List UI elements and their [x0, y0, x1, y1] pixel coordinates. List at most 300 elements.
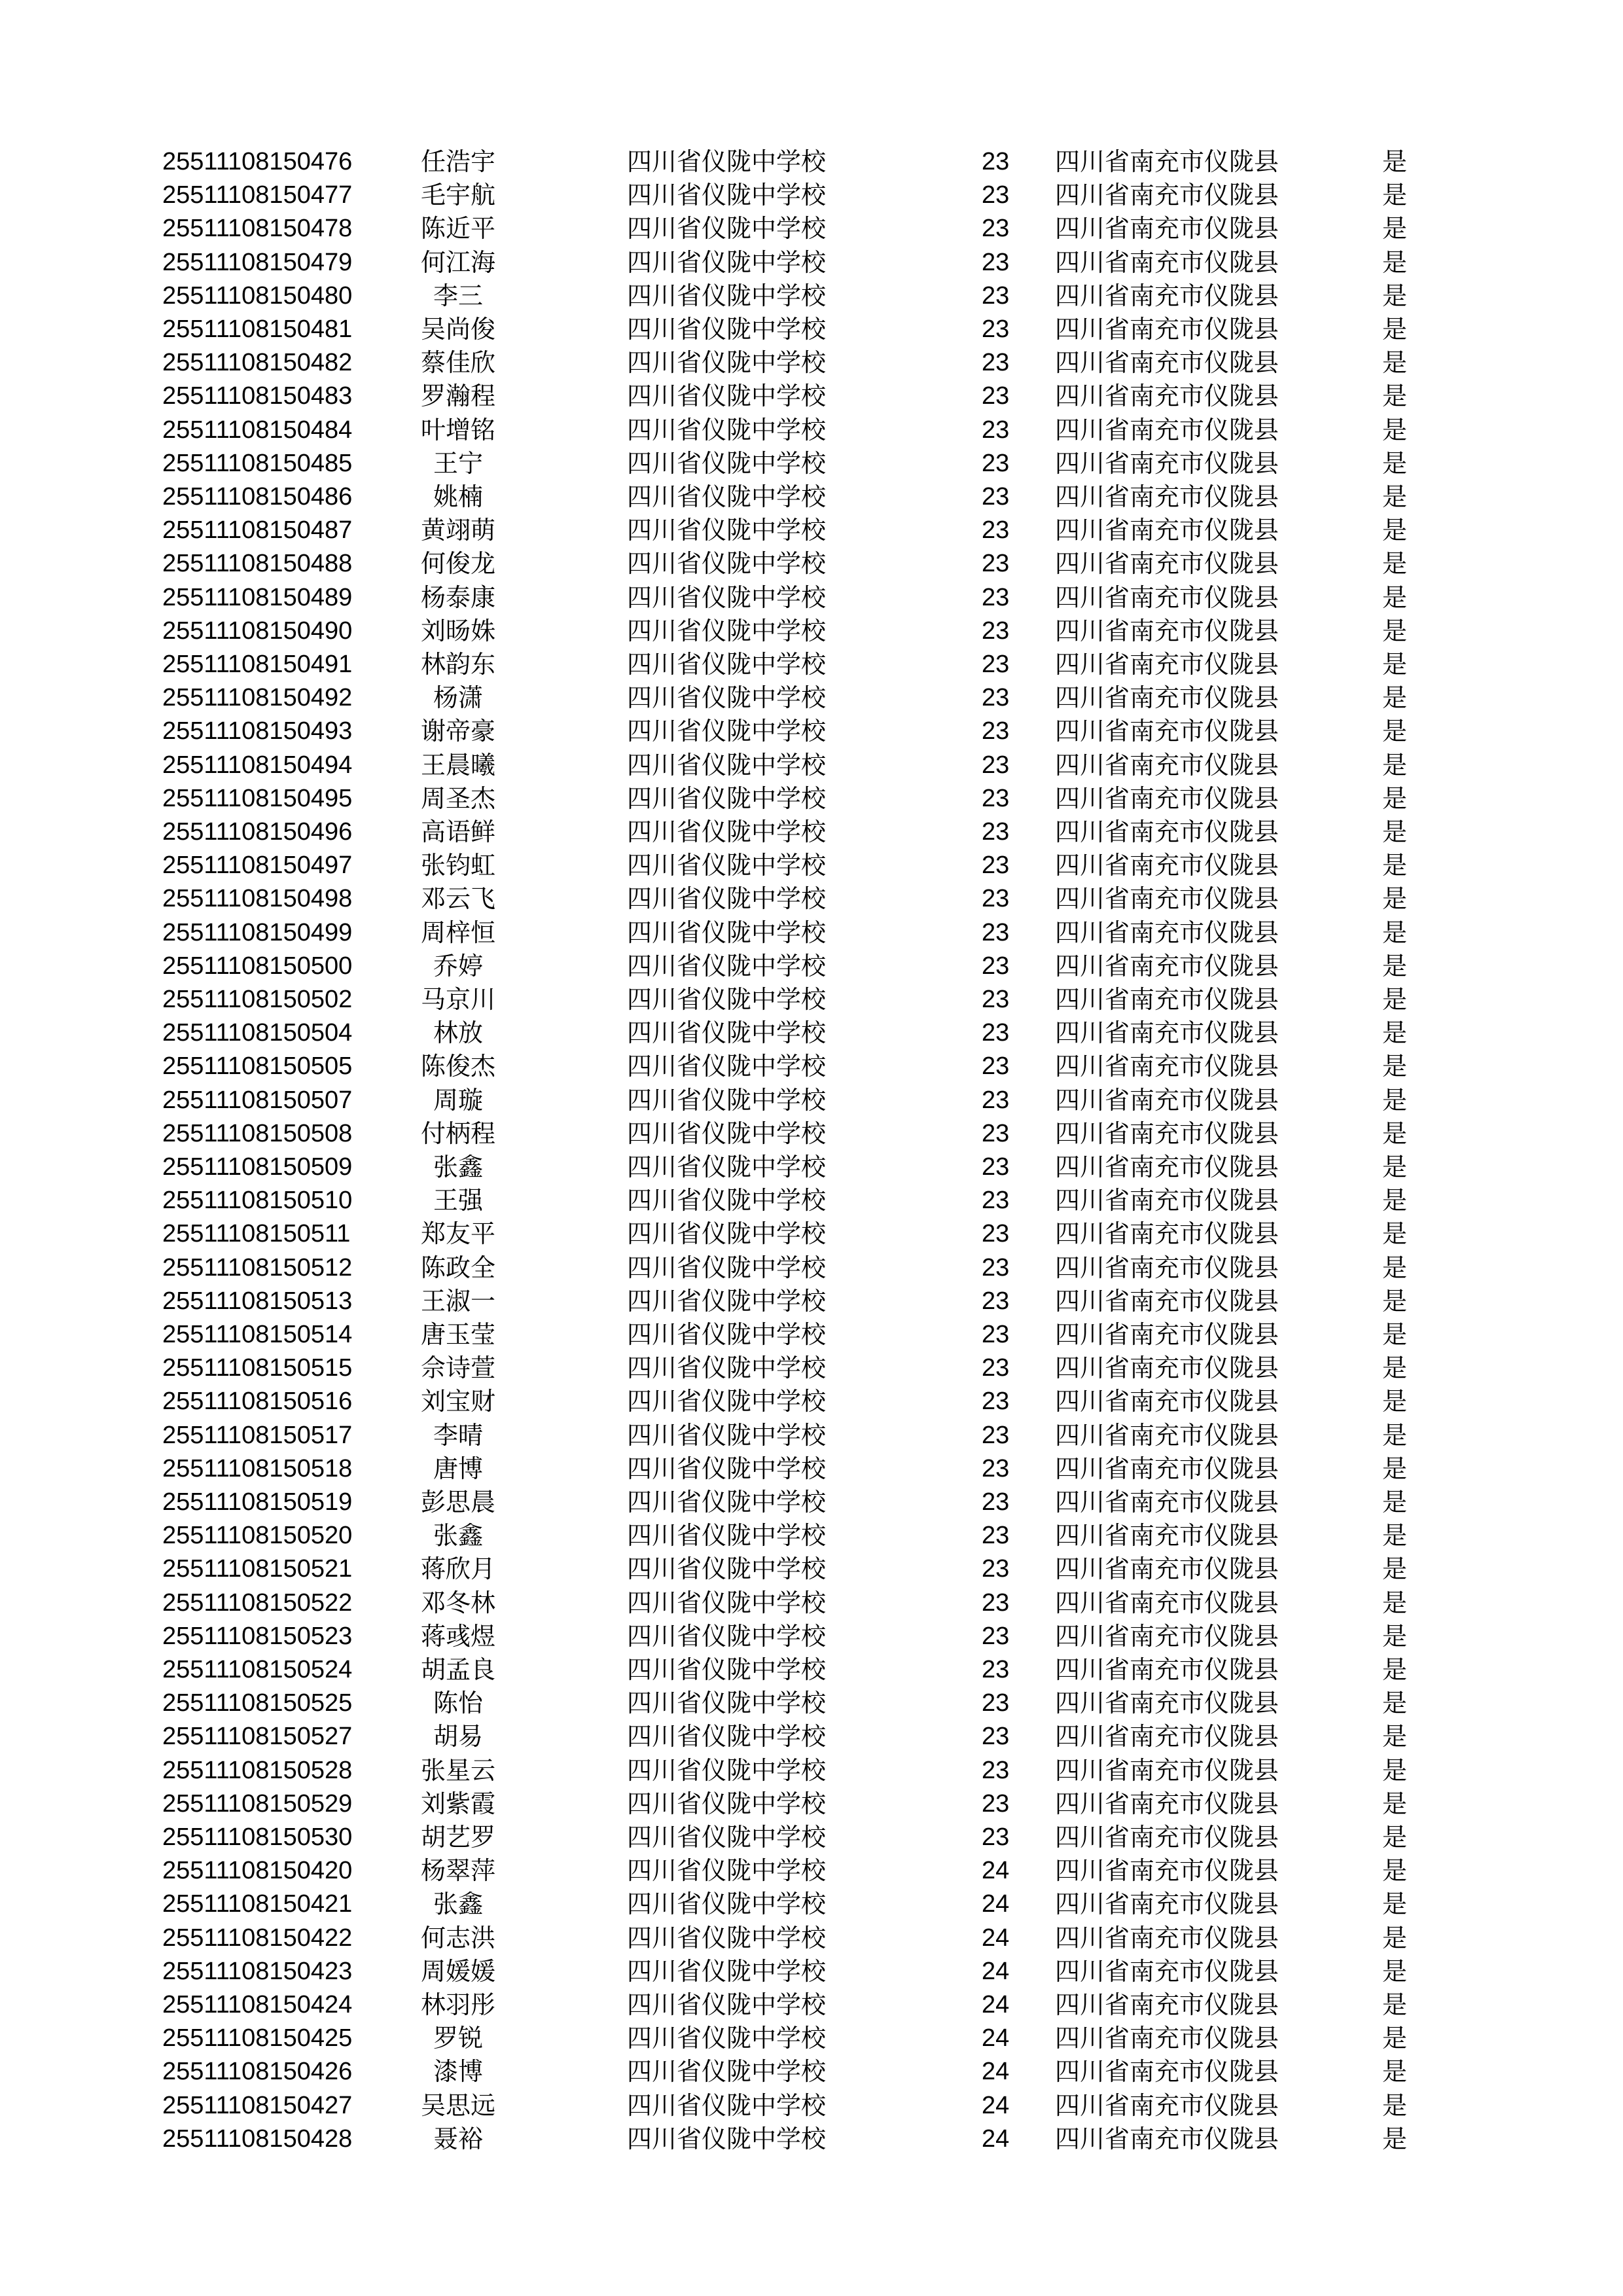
student-name: 刘紫霞	[420, 1789, 495, 1818]
table-row	[0, 1587, 1623, 1620]
yes-flag: 是	[1382, 1789, 1408, 1818]
school-name: 四川省仪陇中学校	[627, 348, 827, 378]
student-name: 刘旸姝	[420, 616, 495, 645]
table-row	[0, 916, 1623, 950]
address: 四川省南充市仪陇县	[1055, 2024, 1279, 2053]
table-row	[0, 380, 1623, 413]
table-row	[0, 447, 1623, 480]
count-value: 23	[982, 1789, 1010, 1818]
registration-number: 25511108150479	[162, 248, 353, 276]
address: 四川省南充市仪陇县	[1055, 1153, 1279, 1181]
count-value: 23	[982, 215, 1010, 243]
address: 四川省南充市仪陇县	[1055, 1588, 1279, 1617]
student-name: 陈怡	[433, 1689, 483, 1718]
address: 四川省南充市仪陇县	[1055, 1387, 1279, 1416]
count-value: 23	[982, 1052, 1010, 1081]
student-name: 罗锐	[433, 2024, 483, 2053]
table-row	[0, 212, 1623, 245]
yes-flag: 是	[1382, 1420, 1408, 1450]
school-name: 四川省仪陇中学校	[627, 281, 827, 310]
school-name: 四川省仪陇中学校	[627, 1521, 827, 1551]
table-row	[0, 1888, 1623, 1921]
student-name: 胡孟良	[420, 1655, 495, 1684]
school-name: 四川省仪陇中学校	[627, 2024, 827, 2053]
school-name: 四川省仪陇中学校	[627, 851, 827, 880]
count-value: 23	[982, 918, 1010, 946]
registration-number: 25511108150482	[162, 349, 353, 377]
registration-number: 25511108150524	[162, 1656, 353, 1683]
registration-number: 25511108150497	[162, 852, 353, 880]
student-name: 漆博	[433, 2057, 483, 2087]
student-name: 周圣杰	[420, 783, 495, 813]
count-value: 23	[982, 717, 1010, 745]
count-value: 23	[982, 1287, 1010, 1315]
count-value: 24	[982, 1991, 1010, 2018]
address: 四川省南充市仪陇县	[1055, 1621, 1279, 1651]
table-row	[0, 2123, 1623, 2156]
student-name: 李晴	[433, 1420, 483, 1450]
registration-number: 25511108150499	[162, 918, 353, 946]
student-name: 林韵东	[420, 650, 495, 679]
school-name: 四川省仪陇中学校	[627, 315, 827, 344]
count-value: 23	[982, 1388, 1010, 1416]
yes-flag: 是	[1382, 348, 1408, 378]
student-name: 蔡佳欣	[420, 348, 495, 378]
table-row	[0, 749, 1623, 782]
student-name: 陈近平	[420, 214, 495, 243]
table-row	[0, 1854, 1623, 1888]
count-value: 23	[982, 1522, 1010, 1550]
yes-flag: 是	[1382, 1521, 1408, 1551]
table-row	[0, 179, 1623, 212]
student-name: 刘宝财	[420, 1387, 495, 1416]
yes-flag: 是	[1382, 415, 1408, 444]
count-value: 23	[982, 1555, 1010, 1583]
student-name: 佘诗萱	[420, 1354, 495, 1383]
registration-number: 25511108150525	[162, 1689, 353, 1717]
count-value: 23	[982, 852, 1010, 880]
school-name: 四川省仪陇中学校	[627, 2124, 827, 2153]
address: 四川省南充市仪陇县	[1055, 1488, 1279, 1516]
address: 四川省南充市仪陇县	[1055, 717, 1279, 746]
student-name: 任浩宇	[420, 147, 495, 176]
student-name: 邓云飞	[420, 884, 495, 914]
yes-flag: 是	[1382, 1186, 1408, 1215]
registration-number: 25511108150502	[162, 986, 353, 1013]
school-name: 四川省仪陇中学校	[627, 516, 827, 545]
count-value: 24	[982, 1857, 1010, 1885]
student-name: 周媛媛	[420, 1956, 495, 1986]
school-name: 四川省仪陇中学校	[627, 1722, 827, 1751]
student-name: 王晨曦	[420, 750, 495, 780]
count-value: 23	[982, 1153, 1010, 1181]
table-row	[0, 313, 1623, 346]
address: 四川省南充市仪陇县	[1055, 1420, 1279, 1450]
registration-number: 25511108150422	[162, 1924, 353, 1952]
school-name: 四川省仪陇中学校	[627, 382, 827, 411]
registration-number: 25511108150495	[162, 784, 353, 812]
registration-number: 25511108150480	[162, 281, 353, 310]
student-name: 杨潇	[433, 683, 483, 713]
student-name: 唐博	[433, 1454, 483, 1483]
registration-number: 25511108150521	[162, 1555, 353, 1583]
registration-number: 25511108150476	[162, 148, 353, 175]
yes-flag: 是	[1382, 1387, 1408, 1416]
school-name: 四川省仪陇中学校	[627, 683, 827, 713]
address: 四川省南充市仪陇县	[1055, 214, 1279, 243]
yes-flag: 是	[1382, 247, 1408, 277]
student-name: 胡艺罗	[420, 1823, 495, 1852]
yes-flag: 是	[1382, 482, 1408, 511]
count-value: 23	[982, 248, 1010, 276]
yes-flag: 是	[1382, 1722, 1408, 1751]
table-row	[0, 1184, 1623, 1217]
yes-flag: 是	[1382, 650, 1408, 679]
count-value: 23	[982, 382, 1010, 410]
address: 四川省南充市仪陇县	[1055, 1956, 1279, 1986]
address: 四川省南充市仪陇县	[1055, 2090, 1279, 2120]
registration-number: 25511108150489	[162, 583, 353, 611]
school-name: 四川省仪陇中学校	[627, 616, 827, 645]
registration-number: 25511108150505	[162, 1052, 353, 1081]
count-value: 23	[982, 1689, 1010, 1717]
student-name: 王淑一	[420, 1286, 495, 1316]
school-name: 四川省仪陇中学校	[627, 650, 827, 679]
student-name: 杨泰康	[420, 583, 495, 612]
registration-number: 25511108150516	[162, 1388, 353, 1416]
student-name: 唐玉莹	[420, 1320, 495, 1349]
address: 四川省南充市仪陇县	[1055, 1454, 1279, 1483]
yes-flag: 是	[1382, 1219, 1408, 1249]
table-row	[0, 346, 1623, 380]
count-value: 23	[982, 784, 1010, 812]
address: 四川省南充市仪陇县	[1055, 2124, 1279, 2153]
address: 四川省南充市仪陇县	[1055, 1789, 1279, 1818]
address: 四川省南充市仪陇县	[1055, 1923, 1279, 1952]
student-name: 林放	[433, 1018, 483, 1048]
school-name: 四川省仪陇中学校	[627, 1320, 827, 1349]
school-name: 四川省仪陇中学校	[627, 1655, 827, 1684]
count-value: 24	[982, 2024, 1010, 2053]
count-value: 23	[982, 181, 1010, 209]
registration-number: 25511108150477	[162, 181, 353, 209]
count-value: 23	[982, 1656, 1010, 1683]
count-value: 23	[982, 1488, 1010, 1516]
address: 四川省南充市仪陇县	[1055, 1186, 1279, 1215]
count-value: 23	[982, 1823, 1010, 1851]
count-value: 23	[982, 281, 1010, 310]
table-row	[0, 816, 1623, 849]
table-row	[0, 849, 1623, 882]
count-value: 23	[982, 1119, 1010, 1147]
student-name: 高语鲜	[420, 817, 495, 846]
yes-flag: 是	[1382, 884, 1408, 914]
count-value: 23	[982, 1253, 1010, 1282]
table-row	[0, 145, 1623, 179]
registration-number: 25511108150522	[162, 1588, 353, 1617]
address: 四川省南充市仪陇县	[1055, 1320, 1279, 1349]
student-name: 张钧虹	[420, 851, 495, 880]
table-row	[0, 1285, 1623, 1318]
school-name: 四川省仪陇中学校	[627, 1354, 827, 1383]
yes-flag: 是	[1382, 717, 1408, 746]
school-name: 四川省仪陇中学校	[627, 1153, 827, 1181]
school-name: 四川省仪陇中学校	[627, 783, 827, 813]
address: 四川省南充市仪陇县	[1055, 1554, 1279, 1584]
student-name: 陈俊杰	[420, 1052, 495, 1081]
student-name: 何志洪	[420, 1923, 495, 1952]
address: 四川省南充市仪陇县	[1055, 1755, 1279, 1785]
student-name: 吴尚俊	[420, 315, 495, 344]
school-name: 四川省仪陇中学校	[627, 985, 827, 1014]
address: 四川省南充市仪陇县	[1055, 2057, 1279, 2087]
registration-number: 25511108150510	[162, 1187, 353, 1215]
school-name: 四川省仪陇中学校	[627, 1856, 827, 1886]
table-row	[0, 1050, 1623, 1083]
address: 四川省南充市仪陇县	[1055, 951, 1279, 980]
address: 四川省南充市仪陇县	[1055, 181, 1279, 210]
school-name: 四川省仪陇中学校	[627, 717, 827, 746]
registration-number: 25511108150487	[162, 516, 353, 545]
registration-number: 25511108150426	[162, 2058, 353, 2086]
count-value: 24	[982, 2058, 1010, 2086]
school-name: 四川省仪陇中学校	[627, 247, 827, 277]
school-name: 四川省仪陇中学校	[627, 1990, 827, 2019]
yes-flag: 是	[1382, 783, 1408, 813]
yes-flag: 是	[1382, 147, 1408, 176]
address: 四川省南充市仪陇县	[1055, 1823, 1279, 1852]
registration-number: 25511108150494	[162, 751, 353, 779]
student-name: 吴思远	[420, 2090, 495, 2120]
count-value: 23	[982, 1723, 1010, 1751]
yes-flag: 是	[1382, 750, 1408, 780]
school-name: 四川省仪陇中学校	[627, 1454, 827, 1483]
registration-number: 25511108150507	[162, 1086, 353, 1114]
count-value: 24	[982, 1957, 1010, 1985]
address: 四川省南充市仪陇县	[1055, 1655, 1279, 1684]
student-name: 林羽彤	[420, 1990, 495, 2019]
table-row	[0, 246, 1623, 279]
address: 四川省南充市仪陇县	[1055, 415, 1279, 444]
count-value: 23	[982, 885, 1010, 913]
yes-flag: 是	[1382, 1253, 1408, 1282]
table-row	[0, 1318, 1623, 1352]
school-name: 四川省仪陇中学校	[627, 1420, 827, 1450]
school-name: 四川省仪陇中学校	[627, 1085, 827, 1115]
yes-flag: 是	[1382, 1320, 1408, 1349]
table-row	[0, 1955, 1623, 1988]
school-name: 四川省仪陇中学校	[627, 1219, 827, 1249]
school-name: 四川省仪陇中学校	[627, 1956, 827, 1986]
address: 四川省南充市仪陇县	[1055, 1052, 1279, 1081]
registration-number: 25511108150498	[162, 885, 353, 913]
count-value: 23	[982, 751, 1010, 779]
yes-flag: 是	[1382, 1655, 1408, 1684]
school-name: 四川省仪陇中学校	[627, 1755, 827, 1785]
registration-number: 25511108150485	[162, 449, 353, 477]
school-name: 四川省仪陇中学校	[627, 884, 827, 914]
table-row	[0, 581, 1623, 615]
yes-flag: 是	[1382, 851, 1408, 880]
student-name: 乔婷	[433, 951, 483, 980]
yes-flag: 是	[1382, 918, 1408, 947]
table-row	[0, 1084, 1623, 1117]
address: 四川省南充市仪陇县	[1055, 315, 1279, 344]
table-row	[0, 414, 1623, 447]
table-row	[0, 1217, 1623, 1251]
address: 四川省南充市仪陇县	[1055, 918, 1279, 947]
address: 四川省南充市仪陇县	[1055, 448, 1279, 478]
table-row	[0, 782, 1623, 816]
school-name: 四川省仪陇中学校	[627, 918, 827, 947]
registration-number: 25511108150496	[162, 818, 353, 846]
yes-flag: 是	[1382, 817, 1408, 846]
address: 四川省南充市仪陇县	[1055, 482, 1279, 511]
count-value: 23	[982, 1756, 1010, 1784]
school-name: 四川省仪陇中学校	[627, 482, 827, 511]
table-row	[0, 1653, 1623, 1687]
count-value: 23	[982, 148, 1010, 175]
table-row	[0, 882, 1623, 916]
yes-flag: 是	[1382, 1856, 1408, 1886]
yes-flag: 是	[1382, 985, 1408, 1014]
registration-number: 25511108150420	[162, 1857, 353, 1885]
table-row	[0, 1419, 1623, 1452]
school-name: 四川省仪陇中学校	[627, 448, 827, 478]
student-name: 彭思晨	[420, 1488, 495, 1516]
yes-flag: 是	[1382, 214, 1408, 243]
address: 四川省南充市仪陇县	[1055, 851, 1279, 880]
address: 四川省南充市仪陇县	[1055, 382, 1279, 411]
table-row	[0, 1151, 1623, 1184]
count-value: 23	[982, 1354, 1010, 1382]
student-name: 周璇	[433, 1085, 483, 1115]
count-value: 23	[982, 651, 1010, 678]
count-value: 24	[982, 2091, 1010, 2119]
yes-flag: 是	[1382, 1354, 1408, 1383]
count-value: 23	[982, 583, 1010, 611]
yes-flag: 是	[1382, 448, 1408, 478]
school-name: 四川省仪陇中学校	[627, 750, 827, 780]
yes-flag: 是	[1382, 315, 1408, 344]
table-row	[0, 514, 1623, 547]
yes-flag: 是	[1382, 1689, 1408, 1718]
table-row	[0, 1821, 1623, 1854]
registration-number: 25511108150527	[162, 1723, 353, 1751]
registration-number: 25511108150523	[162, 1622, 353, 1650]
address: 四川省南充市仪陇县	[1055, 1085, 1279, 1115]
student-name: 聂裕	[433, 2124, 483, 2153]
school-name: 四川省仪陇中学校	[627, 1052, 827, 1081]
count-value: 23	[982, 1421, 1010, 1449]
registration-number: 25511108150423	[162, 1957, 353, 1985]
count-value: 23	[982, 1454, 1010, 1482]
school-name: 四川省仪陇中学校	[627, 147, 827, 176]
registration-number: 25511108150488	[162, 550, 353, 578]
school-name: 四川省仪陇中学校	[627, 1689, 827, 1718]
student-name: 何江海	[420, 247, 495, 277]
registration-number: 25511108150504	[162, 1019, 353, 1047]
yes-flag: 是	[1382, 1823, 1408, 1852]
count-value: 23	[982, 315, 1010, 343]
yes-flag: 是	[1382, 616, 1408, 645]
registration-number: 25511108150514	[162, 1321, 353, 1348]
address: 四川省南充市仪陇县	[1055, 1689, 1279, 1718]
address: 四川省南充市仪陇县	[1055, 1990, 1279, 2019]
registration-number: 25511108150492	[162, 684, 353, 712]
student-name: 胡易	[433, 1722, 483, 1751]
school-name: 四川省仪陇中学校	[627, 817, 827, 846]
school-name: 四川省仪陇中学校	[627, 1621, 827, 1651]
registration-number: 25511108150519	[162, 1488, 353, 1516]
school-name: 四川省仪陇中学校	[627, 1890, 827, 1919]
table-row	[0, 2089, 1623, 2123]
yes-flag: 是	[1382, 1488, 1408, 1516]
address: 四川省南充市仪陇县	[1055, 1890, 1279, 1919]
student-name: 蒋彧煜	[420, 1621, 495, 1651]
student-name: 张星云	[420, 1755, 495, 1785]
yes-flag: 是	[1382, 1052, 1408, 1081]
registration-number: 25511108150508	[162, 1119, 353, 1147]
table-row	[0, 547, 1623, 581]
table-row	[0, 1620, 1623, 1653]
yes-flag: 是	[1382, 1286, 1408, 1316]
registration-number: 25511108150529	[162, 1789, 353, 1818]
student-name: 付柄程	[420, 1119, 495, 1148]
school-name: 四川省仪陇中学校	[627, 1588, 827, 1617]
school-name: 四川省仪陇中学校	[627, 1253, 827, 1282]
table-row	[0, 1016, 1623, 1050]
school-name: 四川省仪陇中学校	[627, 415, 827, 444]
address: 四川省南充市仪陇县	[1055, 1856, 1279, 1886]
yes-flag: 是	[1382, 1119, 1408, 1148]
registration-number: 25511108150427	[162, 2091, 353, 2119]
yes-flag: 是	[1382, 1554, 1408, 1584]
student-name: 李三	[433, 281, 483, 310]
registration-number: 25511108150518	[162, 1454, 353, 1482]
yes-flag: 是	[1382, 1923, 1408, 1952]
count-value: 23	[982, 449, 1010, 477]
address: 四川省南充市仪陇县	[1055, 985, 1279, 1014]
table-row	[0, 1486, 1623, 1519]
student-name: 陈政全	[420, 1253, 495, 1282]
yes-flag: 是	[1382, 281, 1408, 310]
registration-number: 25511108150511	[162, 1220, 351, 1248]
yes-flag: 是	[1382, 516, 1408, 545]
table-row	[0, 615, 1623, 648]
table-row	[0, 2022, 1623, 2055]
address: 四川省南充市仪陇县	[1055, 1219, 1279, 1249]
registration-number: 25511108150478	[162, 215, 353, 243]
student-name: 毛宇航	[420, 181, 495, 210]
registration-number: 25511108150486	[162, 483, 353, 511]
count-value: 23	[982, 986, 1010, 1013]
registration-number: 25511108150530	[162, 1823, 353, 1851]
school-name: 四川省仪陇中学校	[627, 2057, 827, 2087]
student-name: 张鑫	[433, 1890, 483, 1919]
count-value: 23	[982, 1086, 1010, 1114]
registration-number: 25511108150484	[162, 416, 353, 444]
count-value: 23	[982, 1019, 1010, 1047]
yes-flag: 是	[1382, 1018, 1408, 1048]
count-value: 23	[982, 952, 1010, 980]
registration-number: 25511108150483	[162, 382, 353, 410]
registration-number: 25511108150515	[162, 1354, 353, 1382]
address: 四川省南充市仪陇县	[1055, 1521, 1279, 1551]
student-name: 王强	[433, 1186, 483, 1215]
table-row	[0, 715, 1623, 748]
yes-flag: 是	[1382, 181, 1408, 210]
